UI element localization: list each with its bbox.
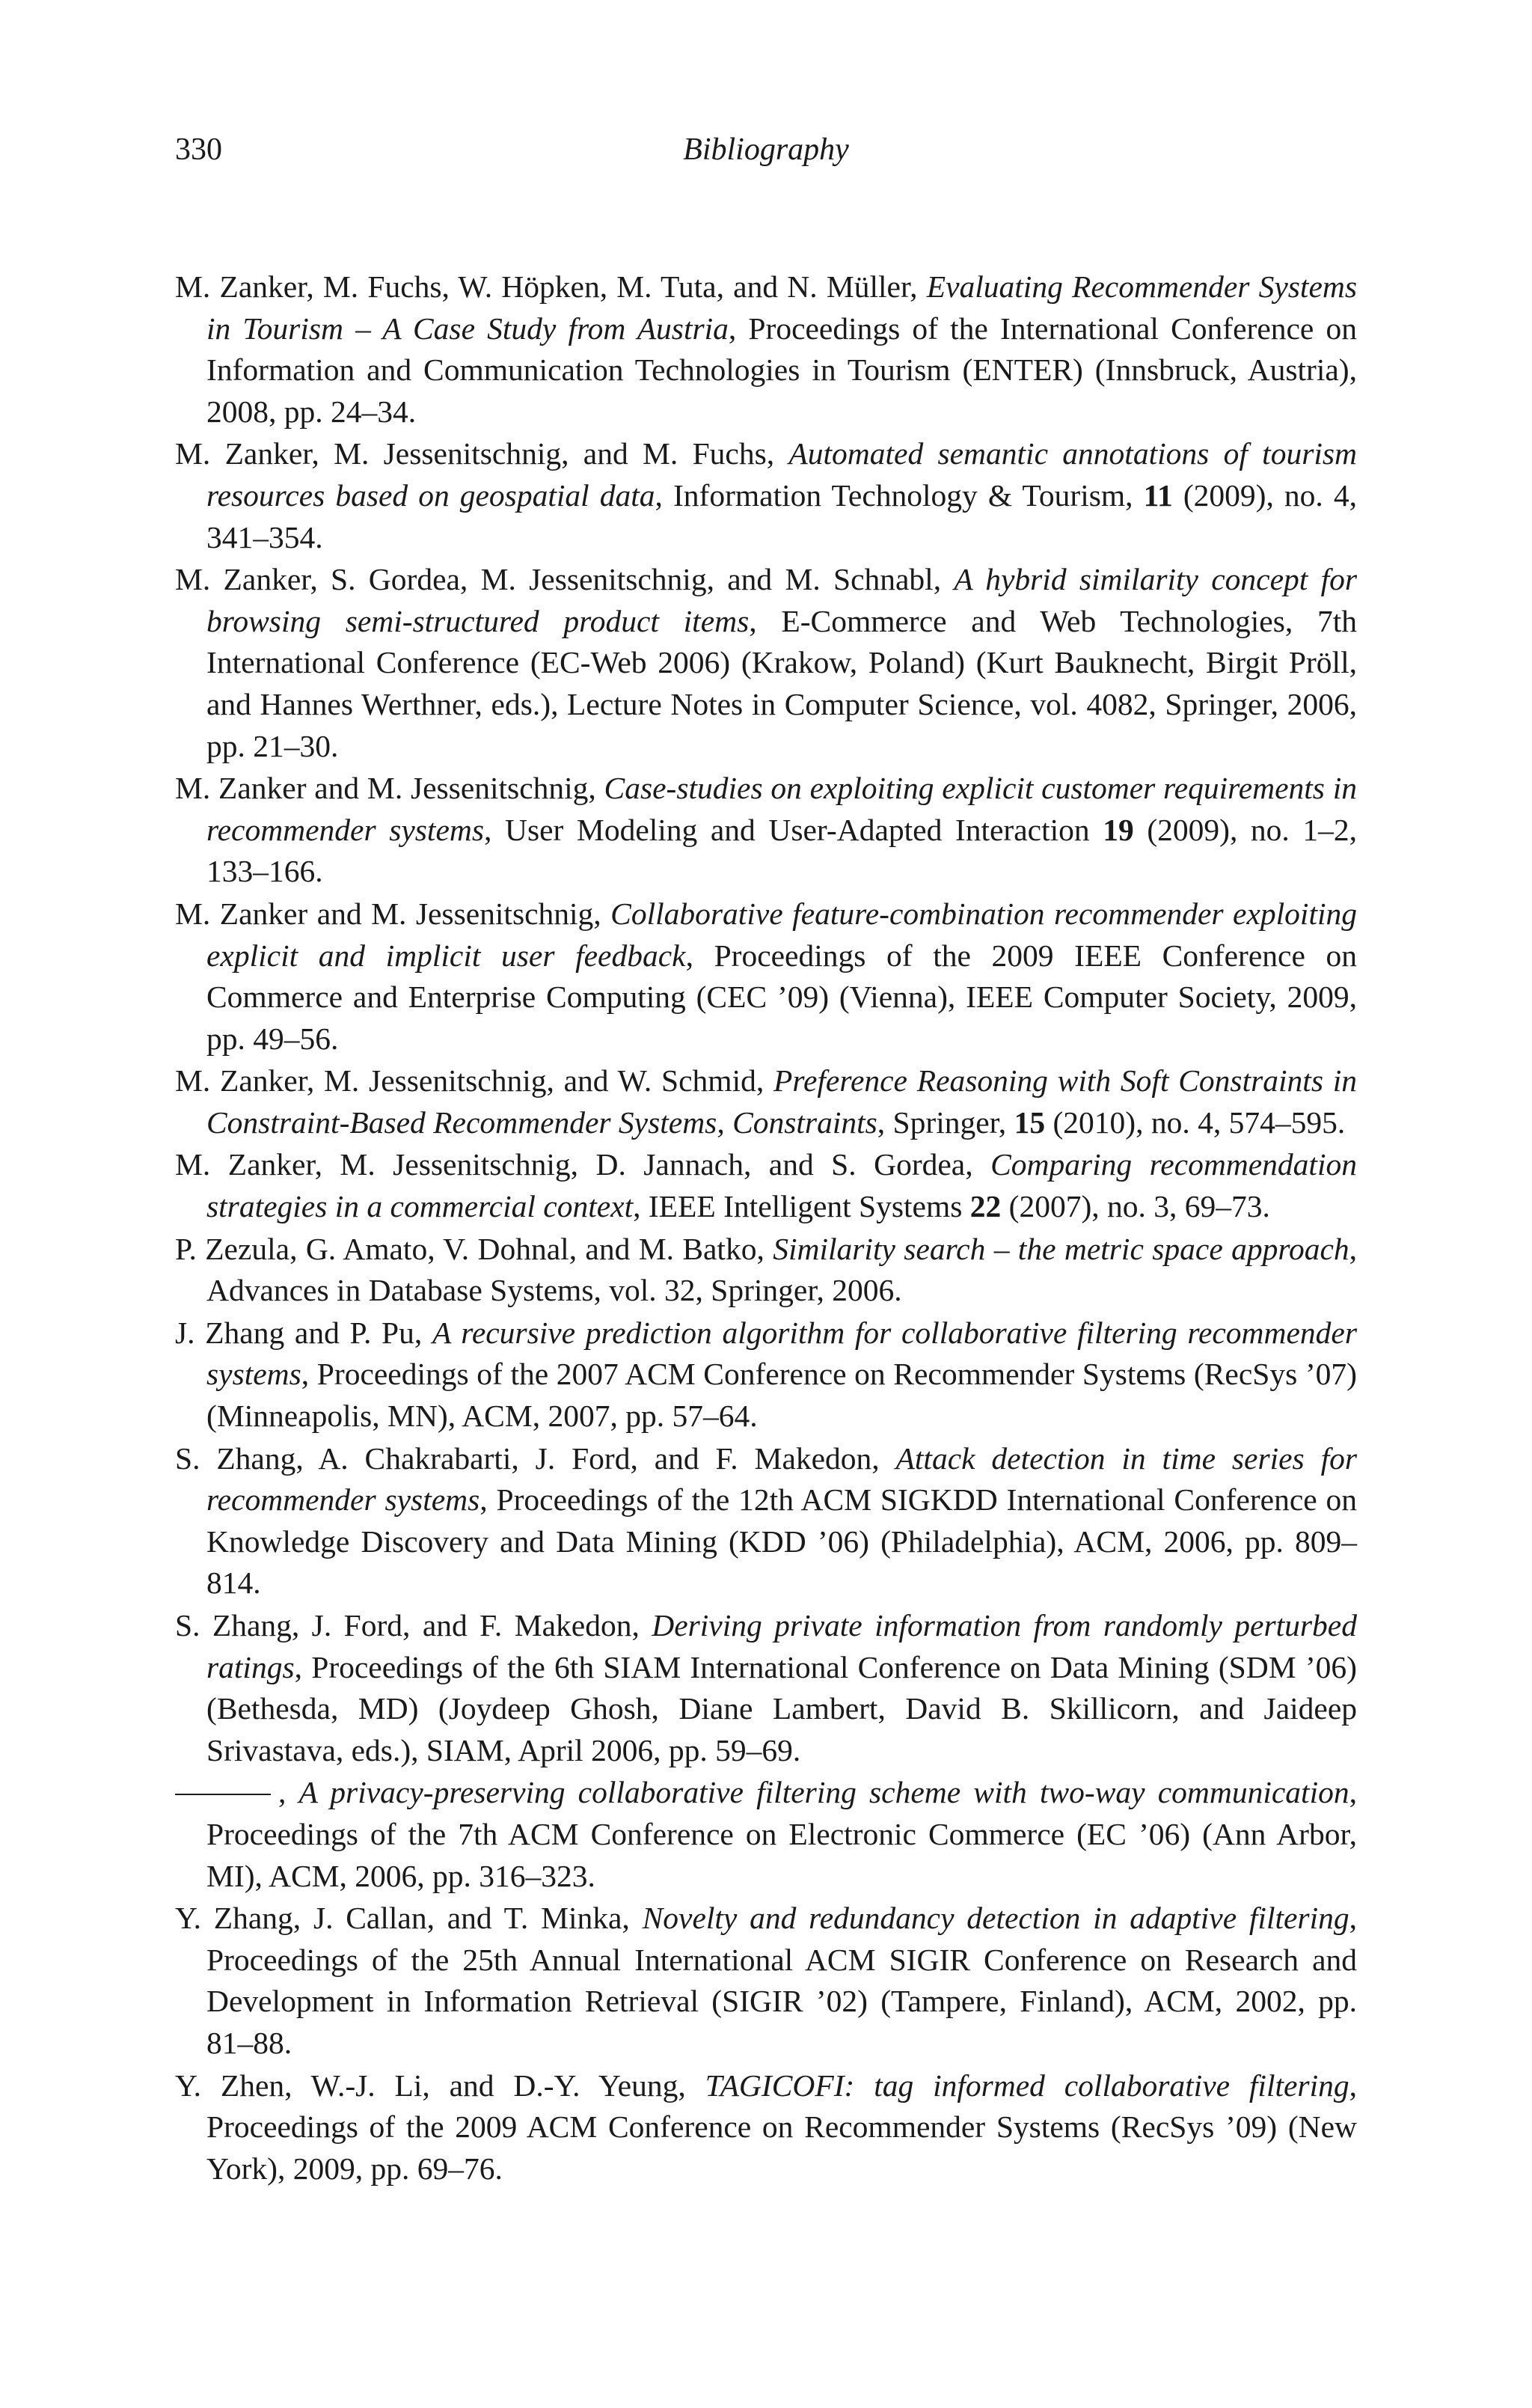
- bib-entry: [175, 1229, 1357, 1312]
- bib-entry: [175, 768, 1357, 893]
- bib-entry: [175, 1772, 1357, 1897]
- bib-details: , Proceedings of the 25th Annual International ACM SIGIR Conference on Research and Development in Information Retrieval (SIGIR ’02) (Tampere, Finland), ACM, 2002, pp. 81–88.: [206, 1901, 1357, 2060]
- bib-entry: [175, 1438, 1357, 1604]
- bib-title: A recursive prediction algorithm for collaborative filtering recommender systems: [206, 1315, 1357, 1392]
- running-title: Bibliography: [683, 132, 849, 167]
- bib-entry: [175, 893, 1357, 1060]
- bib-authors: M. Zanker, M. Jessenitschnig, and W. Schmid,: [175, 1063, 774, 1098]
- bib-authors: J. Zhang and P. Pu,: [175, 1315, 432, 1350]
- bib-title: Preference Reasoning with Soft Constraints in Constraint-Based Recommender Systems, Constraints: [206, 1063, 1358, 1140]
- bib-details: (2009), no. 4, 341–354.: [206, 477, 1357, 554]
- bib-authors: M. Zanker and M. Jessenitschnig,: [175, 771, 604, 806]
- bib-volume: 15: [1014, 1104, 1046, 1140]
- bib-authors: M. Zanker, M. Fuchs, W. Höpken, M. Tuta, and N. Müller,: [175, 269, 927, 304]
- bib-title: Novelty and redundancy detection in adaptive filtering: [642, 1901, 1349, 1936]
- bib-details: , Proceedings of the 12th ACM SIGKDD International Conference on Knowledge Discovery and Data Mining (KDD ’06) (Philadelphia), ACM, 2006, pp. 809–814.: [206, 1482, 1358, 1601]
- bib-entry: [175, 266, 1357, 433]
- bib-entry: [175, 1144, 1357, 1227]
- bib-authors: M. Zanker, M. Jessenitschnig, D. Jannach, and S. Gordea,: [175, 1147, 991, 1182]
- bib-authors: S. Zhang, J. Ford, and F. Makedon,: [175, 1608, 652, 1642]
- bib-details: , Proceedings of the International Conference on Information and Communication Technologies in Tourism (ENTER) (Innsbruck, Austria), 2008, pp. 24–34.: [206, 311, 1357, 429]
- bib-details: , Proceedings of the 2009 ACM Conference on Recommender Systems (RecSys ’09) (New York), 2009, pp. 69–76.: [206, 2068, 1357, 2186]
- bib-authors: M. Zanker, M. Jessenitschnig, and M. Fuchs,: [175, 436, 789, 471]
- bib-venue: , Springer,: [877, 1104, 1014, 1140]
- bib-venue: , IEEE Intelligent Systems: [633, 1189, 970, 1224]
- bib-details: (2007), no. 3, 69–73.: [1001, 1189, 1270, 1224]
- bib-title: Automated semantic annotations of tourism resources based on geospatial data: [206, 436, 1357, 513]
- bib-venue: , User Modeling and User-Adapted Interaction: [484, 812, 1103, 847]
- bib-authors: M. Zanker, S. Gordea, M. Jessenitschnig, and M. Schnabl,: [175, 562, 955, 597]
- bib-entry: [175, 1898, 1357, 2064]
- bib-title: A hybrid similarity concept for browsing semi-structured product items: [206, 562, 1357, 638]
- bib-entry: [175, 1313, 1357, 1437]
- bibliography-list: [175, 266, 1357, 2190]
- bib-title: Similarity search – the metric space approach: [773, 1231, 1349, 1266]
- bib-venue: , Information Technology & Tourism,: [655, 477, 1144, 513]
- repeated-authors-dash: [175, 1794, 271, 1795]
- bib-authors: Y. Zhang, J. Callan, and T. Minka,: [175, 1901, 643, 1936]
- bib-title: A privacy-preserving collaborative filtering scheme with two-way communication: [298, 1775, 1349, 1810]
- bib-details: (2010), no. 4, 574–595.: [1045, 1104, 1346, 1140]
- bib-details: , Advances in Database Systems, vol. 32, Springer, 2006.: [206, 1231, 1357, 1308]
- bib-authors: Y. Zhen, W.-J. Li, and D.-Y. Yeung,: [175, 2068, 705, 2103]
- bib-details: (2009), no. 1–2, 133–166.: [206, 812, 1358, 889]
- bib-entry: [175, 559, 1357, 767]
- bib-entry: [175, 1605, 1357, 1771]
- bib-volume: 19: [1103, 812, 1134, 847]
- bib-title: Comparing recommendation strategies in a commercial context: [206, 1147, 1357, 1224]
- bib-title: Evaluating Recommender Systems in Tourism – A Case Study from Austria: [206, 269, 1357, 346]
- bib-details: , E-Commerce and Web Technologies, 7th International Conference (EC-Web 2006) (Krakow, Poland) (Kurt Bauknecht, Birgit Pröll, and Hannes Werthner, eds.), Lecture Notes in Computer Science, vol. 4082, Springer, 2006, pp. 21–30.: [206, 603, 1357, 763]
- bib-authors: S. Zhang, A. Chakrabarti, J. Ford, and F. Makedon,: [175, 1440, 896, 1476]
- bib-title: TAGICOFI: tag informed collaborative filtering: [705, 2068, 1349, 2103]
- bib-details: , Proceedings of the 7th ACM Conference on Electronic Commerce (EC ’06) (Ann Arbor, MI), ACM, 2006, pp. 316–323.: [206, 1775, 1357, 1893]
- page-header: [175, 127, 1357, 172]
- bib-authors: ,: [278, 1775, 299, 1810]
- bib-authors: M. Zanker and M. Jessenitschnig,: [175, 896, 611, 931]
- bib-entry: [175, 433, 1357, 558]
- bib-details: , Proceedings of the 2009 IEEE Conference on Commerce and Enterprise Computing (CEC ’09) (Vienna), IEEE Computer Society, 2009, pp. 49–56.: [206, 938, 1357, 1056]
- bib-title: Deriving private information from randomly perturbed ratings: [206, 1608, 1357, 1684]
- bib-details: , Proceedings of the 6th SIAM International Conference on Data Mining (SDM ’06) (Bethesda, MD) (Joydeep Ghosh, Diane Lambert, David B. Skillicorn, and Jaideep Srivastava, eds.), SIAM, April 2006, pp. 59–69.: [206, 1649, 1357, 1767]
- bib-details: , Proceedings of the 2007 ACM Conference on Recommender Systems (RecSys ’07) (Minneapolis, MN), ACM, 2007, pp. 57–64.: [206, 1357, 1357, 1434]
- bib-entry: [175, 1060, 1357, 1143]
- bib-entry: [175, 2065, 1357, 2190]
- bib-title: Collaborative feature-combination recommender exploiting explicit and implicit user feedback: [206, 896, 1357, 973]
- page-number: 330: [175, 132, 222, 167]
- bib-title: Attack detection in time series for recommender systems: [206, 1440, 1357, 1518]
- bib-volume: 11: [1143, 477, 1173, 513]
- bib-volume: 22: [969, 1189, 1002, 1224]
- bib-title: Case-studies on exploiting explicit customer requirements in recommender systems: [206, 771, 1357, 847]
- bib-authors: P. Zezula, G. Amato, V. Dohnal, and M. Batko,: [175, 1231, 773, 1266]
